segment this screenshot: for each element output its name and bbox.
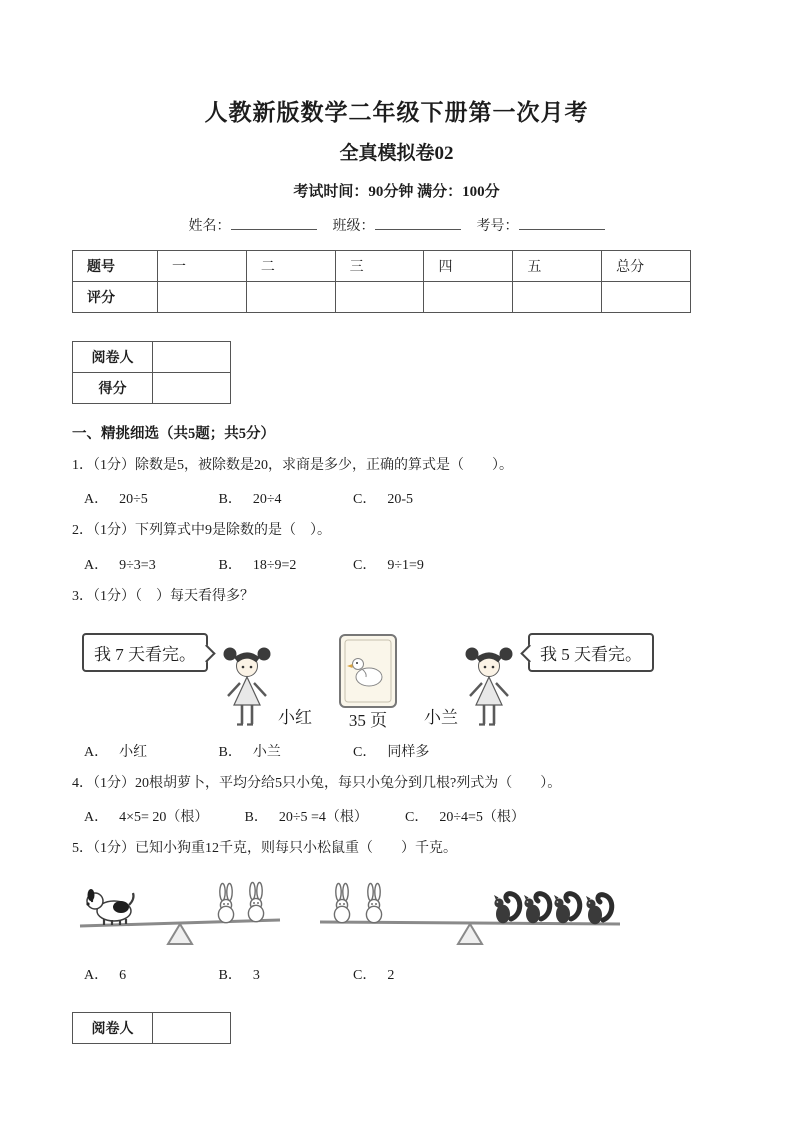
question4-stem: 4．（1分）20根胡萝卜，平均分给5只小兔，每只小兔分到几根?列式为（ ）。 [72,775,562,791]
seesaw-dog-vs-rabbits [74,874,286,952]
grader-empty-cell [153,1013,231,1044]
question3-stem: 3．（1分）（ ）每天看得多？ [72,588,254,604]
seesaw-rabbits-vs-squirrels [314,874,626,952]
grader-row [73,342,231,373]
score-empty-cell [158,282,247,313]
question3-options [84,741,793,761]
girl-figure [462,641,516,729]
score-row-label: 评分 [73,282,158,313]
girl2-unit [424,641,516,729]
option-a: A． 20÷5 [84,492,148,508]
option-c: C． 20÷4=5（根） [405,810,525,826]
score-row [73,373,231,404]
question5-stem: 5．（1分）已知小狗重12千克，则每只小松鼠重（ ）千克。 [72,841,457,857]
score-empty-cell [246,282,335,313]
score-empty-cell [602,282,691,313]
score-empty-cell [153,373,231,404]
grader-empty-cell [153,342,231,373]
section1-heading: 一、精挑细选（共5题；共5分） [72,426,275,442]
score-label: 得分 [73,373,153,404]
question5-illustration [74,874,793,952]
question1-stem: 1．（1分）除数是5，被除数是20，求商是多少，正确的算式是（ ）。 [72,458,513,473]
speech-left-text: 我 7 天看完。 [94,644,196,664]
score-empty-cell [335,282,424,313]
score-header-cell: 一 [158,251,247,282]
speech-right-text: 我 5 天看完。 [540,644,642,664]
rabbits-pair-figure [334,884,381,923]
rabbits-pair-figure [218,883,263,923]
dog-figure [86,889,133,925]
option-c: C． 20-5 [353,492,414,508]
question-3 [0,587,793,761]
option-b: B． 3 [218,968,260,984]
question-4 [0,774,793,826]
girl-figure [220,641,274,729]
class-label: 班级： [332,219,375,234]
question-5 [0,839,793,984]
grader-table-bottom [72,1012,231,1044]
exam-no-blank [519,216,605,230]
student-info-line [0,215,793,235]
girl1-unit [220,641,312,729]
option-c: C． 9÷1=9 [353,557,424,573]
question-2 [0,521,793,573]
grader-table [72,341,231,404]
score-header-cell: 四 [424,251,513,282]
score-header-cell: 题号 [73,251,158,282]
girl2-name-label: 小兰 [424,707,458,727]
option-b: B． 20÷4 [218,492,282,508]
class-blank [375,216,461,230]
speech-bubble-right [528,633,654,672]
question-1 [0,456,793,508]
girl1-name-label: 小红 [278,707,312,727]
book-figure [338,633,398,709]
option-c: C． 2 [353,968,395,984]
question3-illustration [82,623,793,729]
exam-info: 考试时间：90分钟 满分：100分 [293,184,500,200]
option-a: A． 4×5= 20（根） [84,810,209,826]
option-b: B． 18÷9=2 [218,557,297,573]
question2-options [84,554,793,574]
score-header-cell: 二 [246,251,335,282]
option-a: A． 6 [84,968,127,984]
speech-bubble-left [82,633,208,672]
option-a: A． 9÷3=3 [84,557,156,573]
option-b: B． 20÷5 =4（根） [244,810,368,826]
book-unit [338,633,398,729]
score-table-score-row [73,282,691,313]
grader-row [73,1013,231,1044]
question5-options [84,964,793,984]
score-empty-cell [513,282,602,313]
option-b: B． 小兰 [218,744,281,760]
question4-options [84,806,793,826]
question2-stem: 2．（1分）下列算式中9是除数的是（ ）。 [72,523,331,539]
score-header-cell: 三 [335,251,424,282]
grader-label: 阅卷人 [73,342,153,373]
book-pages-label: 35 页 [348,710,388,730]
option-a: A． 小红 [84,744,148,760]
exam-no-label: 考号： [476,219,519,234]
score-table-header-row [73,251,691,282]
squirrels-group-figure [494,894,612,925]
name-blank [231,216,317,230]
score-table [72,250,691,313]
score-empty-cell [424,282,513,313]
grader-label: 阅卷人 [73,1013,153,1044]
option-c: C． 同样多 [353,744,430,760]
score-header-cell: 总分 [602,251,691,282]
exam-subtitle: 全真模拟卷02 [339,143,454,164]
score-header-cell: 五 [513,251,602,282]
question1-options [84,488,793,508]
name-label: 姓名： [188,219,231,234]
exam-title: 人教新版数学二年级下册第一次月考 [204,100,589,125]
